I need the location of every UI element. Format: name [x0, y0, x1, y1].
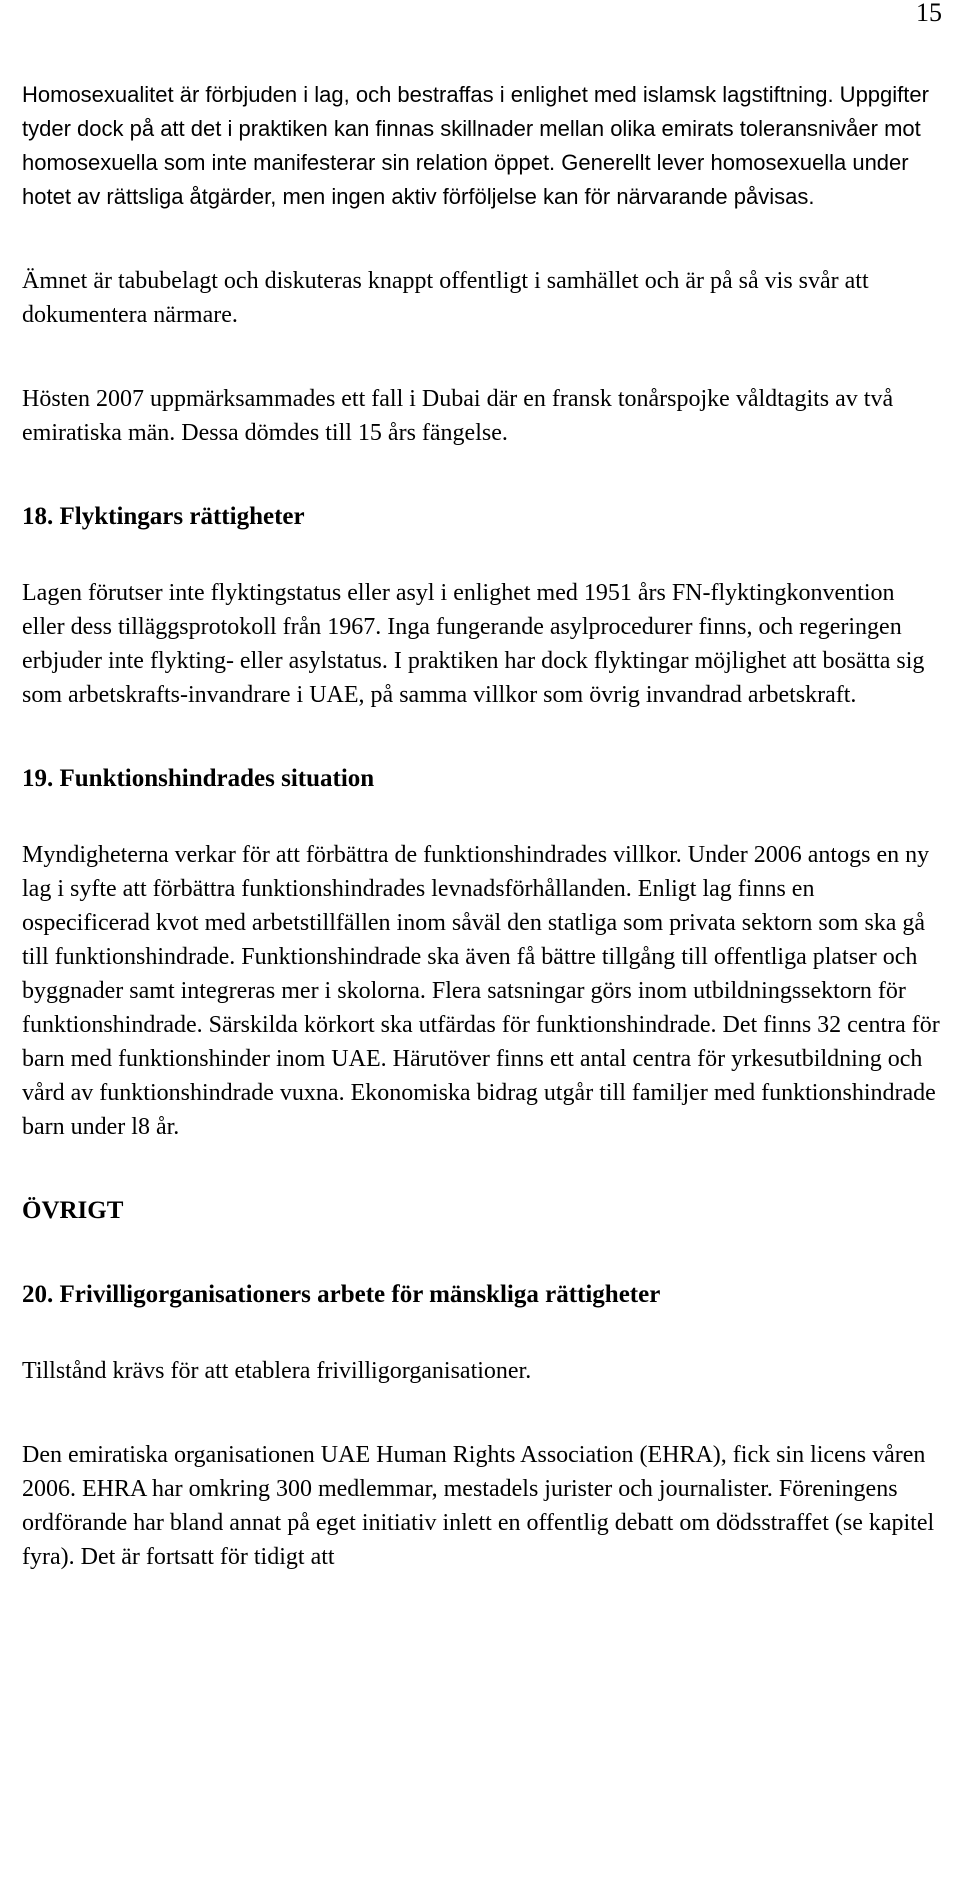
paragraph-homosexuality-tail: Generellt lever homosexuella under hotet av rättsliga åtgärder, men ingen aktiv förföljelse kan för närvarande påvisas.	[22, 150, 909, 209]
heading-section-18: 18. Flyktingars rättigheter	[22, 503, 305, 530]
heading-ovrigt: ÖVRIGT	[22, 1197, 124, 1224]
paragraph-refugees: Lagen förutser inte flyktingstatus eller asyl i enlighet med 1951 års FN-flyktingkonvention eller dess tilläggsprotokoll från 1967. Inga fungerande asylprocedurer finns, och regeringen erbjuder inte flykting- eller asylstatus. I praktiken har dock flyktingar möjlighet att bosätta sig som arbetskrafts-invandrare i UAE, på samma villkor som övrig invandrad arbetskraft.	[22, 580, 925, 708]
paragraph-ngo-permit: Tillstånd krävs för att etablera frivilligorganisationer.	[22, 1358, 532, 1384]
paragraph-ehra: Den emiratiska organisationen UAE Human Rights Association (EHRA), fick sin licens våren 2006. EHRA har omkring 300 medlemmar, mestadels jurister och journalister. Föreningens ordförande har bland annat på eget initiativ inlett en offentlig debatt om dödsstraffet (se kapitel fyra). Det är fortsatt för tidigt att	[22, 1442, 935, 1570]
document-body	[22, 78, 942, 1574]
paragraph-taboo: Ämnet är tabubelagt och diskuteras knappt offentligt i samhället och är på så vis svår att dokumentera närmare.	[22, 268, 869, 328]
page-number: 15	[916, 0, 942, 27]
paragraph-homosexuality	[22, 78, 942, 214]
paragraph-dubai-case: Hösten 2007 uppmärksammades ett fall i Dubai där en fransk tonårspojke våldtagits av två emiratiska män. Dessa dömdes till 15 års fängelse.	[22, 386, 894, 446]
paragraph-disabilities: Myndigheterna verkar för att förbättra de funktionshindrades villkor. Under 2006 antogs en ny lag i syfte att förbättra funktionshindrades levnadsförhållanden. Enligt lag finns en ospecificerad kvot med arbetstillfällen inom såväl den statliga som privata sektorn som ska gå till funktionshindrade. Funktionshindrade ska även få bättre tillgång till offentliga platser och byggnader samt integreras mer i skolorna. Flera satsningar görs inom utbildningssektorn för funktionshindrade. Särskilda körkort ska utfärdas för funktionshindrade. Det finns 32 centra för barn med funktionshinder inom UAE. Härutöver finns ett antal centra för yrkesutbildning och vård av funktionshindrade vuxna. Ekonomiska bidrag utgår till familjer med funktionshindrade barn under l8 år.	[22, 842, 940, 1140]
paragraph-homosexuality-text: Homosexualitet är förbjuden i lag, och bestraffas i enlighet med islamsk lagstiftning. Uppgifter tyder dock på att det i praktiken kan finnas skillnader mellan olika emirats toleransnivåer mot homosexuella som inte manifesterar sin relation öppet.	[22, 82, 929, 175]
heading-section-20: 20. Frivilligorganisationers arbete för mänskliga rättigheter	[22, 1281, 661, 1308]
heading-section-19: 19. Funktionshindrades situation	[22, 765, 375, 792]
